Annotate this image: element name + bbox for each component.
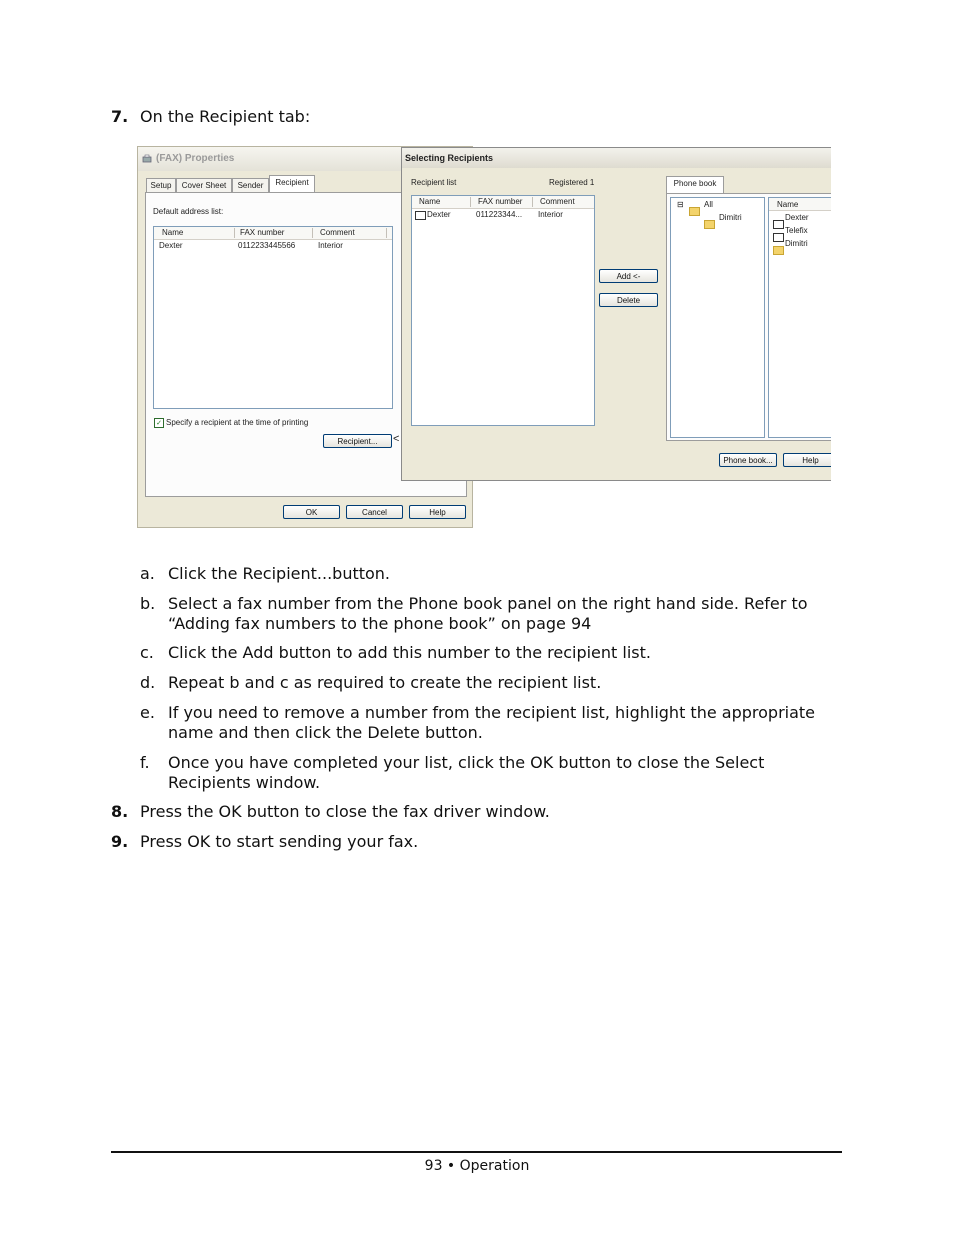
tab-sender[interactable]: Sender [232,178,269,192]
substep-d [140,673,840,693]
substep-text: Once you have completed your list, click the OK button to close the Select Recipients window. [168,753,765,792]
col-name[interactable]: Name [419,197,441,206]
tree-item-dimitri[interactable]: Dimitri [719,213,742,222]
substep-a [140,564,840,584]
substep-e [140,703,840,743]
col-name[interactable]: Name [162,228,184,237]
list-header [412,196,594,209]
phone-book-list[interactable] [768,197,831,438]
substep-text: Select a fax number from the Phone book panel on the right hand side. Refer to “Adding fax numbers to the phone book” on page 94 [168,594,808,633]
list-item[interactable]: Dimitri [785,239,808,248]
list-header [154,227,392,240]
list-item[interactable]: Telefix [785,226,808,235]
step-number: 8. [111,802,129,821]
substep-text: Repeat b and c as required to create the recipient list. [168,673,602,692]
row-comment: Interior [538,210,563,219]
ok-button[interactable]: OK [283,505,340,519]
step-7 [111,107,310,127]
folder-icon [704,214,715,233]
registered-count: Registered 1 [549,178,595,187]
folder-icon [689,201,700,220]
row-comment: Interior [318,241,343,250]
substep-text: Click the Add button to add this number to the recipient list. [168,643,651,662]
add-button[interactable]: Add <- [599,269,658,283]
list-item[interactable]: Dexter [785,213,809,222]
substep-f [140,753,840,793]
checkbox-label: Specify a recipient at the time of printing [166,418,309,427]
substep-letter: d. [140,673,156,692]
window-title: (FAX) Properties [156,153,235,164]
col-comment[interactable]: Comment [320,228,355,237]
help-button[interactable]: Help [783,453,831,467]
step-text: Press OK to start sending your fax. [140,832,419,851]
arrow-marker: < [393,433,400,445]
default-address-label: Default address list: [153,207,224,216]
tree-item-all[interactable]: All [704,200,713,209]
tab-setup[interactable]: Setup [146,178,176,192]
substep-c [140,643,840,663]
delete-button[interactable]: Delete [599,293,658,307]
step-number: 7. [111,107,129,126]
substep-letter: c. [140,643,154,662]
step-number: 9. [111,832,129,851]
substep-letter: a. [140,564,155,583]
substep-text: Click the Recipient...button. [168,564,391,583]
selecting-recipients-titlebar: Selecting Recipients [402,148,831,168]
page-footer: 93 • Operation [424,1158,530,1174]
phone-book-tree[interactable] [670,197,765,438]
substep-b [140,594,840,634]
recipient-button[interactable]: Recipient... [323,434,392,448]
col-fax-number[interactable]: FAX number [240,228,285,237]
help-button[interactable]: Help [409,505,466,519]
row-name: Dexter [159,241,183,250]
phone-book-panel [666,193,831,441]
row-name: Dexter [427,210,451,219]
substep-text: If you need to remove a number from the recipient list, highlight the appropriate name and then click the Delete button. [168,703,816,742]
envelope-icon [415,211,426,220]
recipient-list-label: Recipient list [411,178,457,187]
substep-letter: f. [140,753,150,772]
recipient-list[interactable] [411,195,595,426]
col-name[interactable]: Name [777,200,799,209]
list-header [769,198,831,211]
footer-divider [111,1151,842,1153]
step-text: Press the OK button to close the fax driver window. [140,802,550,821]
folder-icon [773,240,784,259]
tree-expander[interactable]: ⊟ [677,200,684,209]
specify-recipient-checkbox[interactable]: ✓ [154,418,164,428]
col-comment[interactable]: Comment [540,197,575,206]
tab-phone-book[interactable]: Phone book [666,176,724,193]
default-address-list[interactable] [153,226,393,409]
row-fax: 011223344... [476,210,523,219]
substep-letter: b. [140,594,156,613]
substep-letter: e. [140,703,155,722]
step-8 [111,802,550,822]
fax-dialog-screenshot [137,146,831,529]
tab-recipient[interactable]: Recipient [269,175,315,192]
printer-icon [142,154,152,164]
selecting-recipients-window [401,147,831,481]
col-fax-number[interactable]: FAX number [478,197,523,206]
step-9 [111,832,418,852]
tab-cover-sheet[interactable]: Cover Sheet [176,178,232,192]
phone-book-button[interactable]: Phone book... [719,453,777,467]
row-fax: 0112233445566 [238,241,296,250]
step-text: On the Recipient tab: [140,107,311,126]
cancel-button[interactable]: Cancel [346,505,403,519]
